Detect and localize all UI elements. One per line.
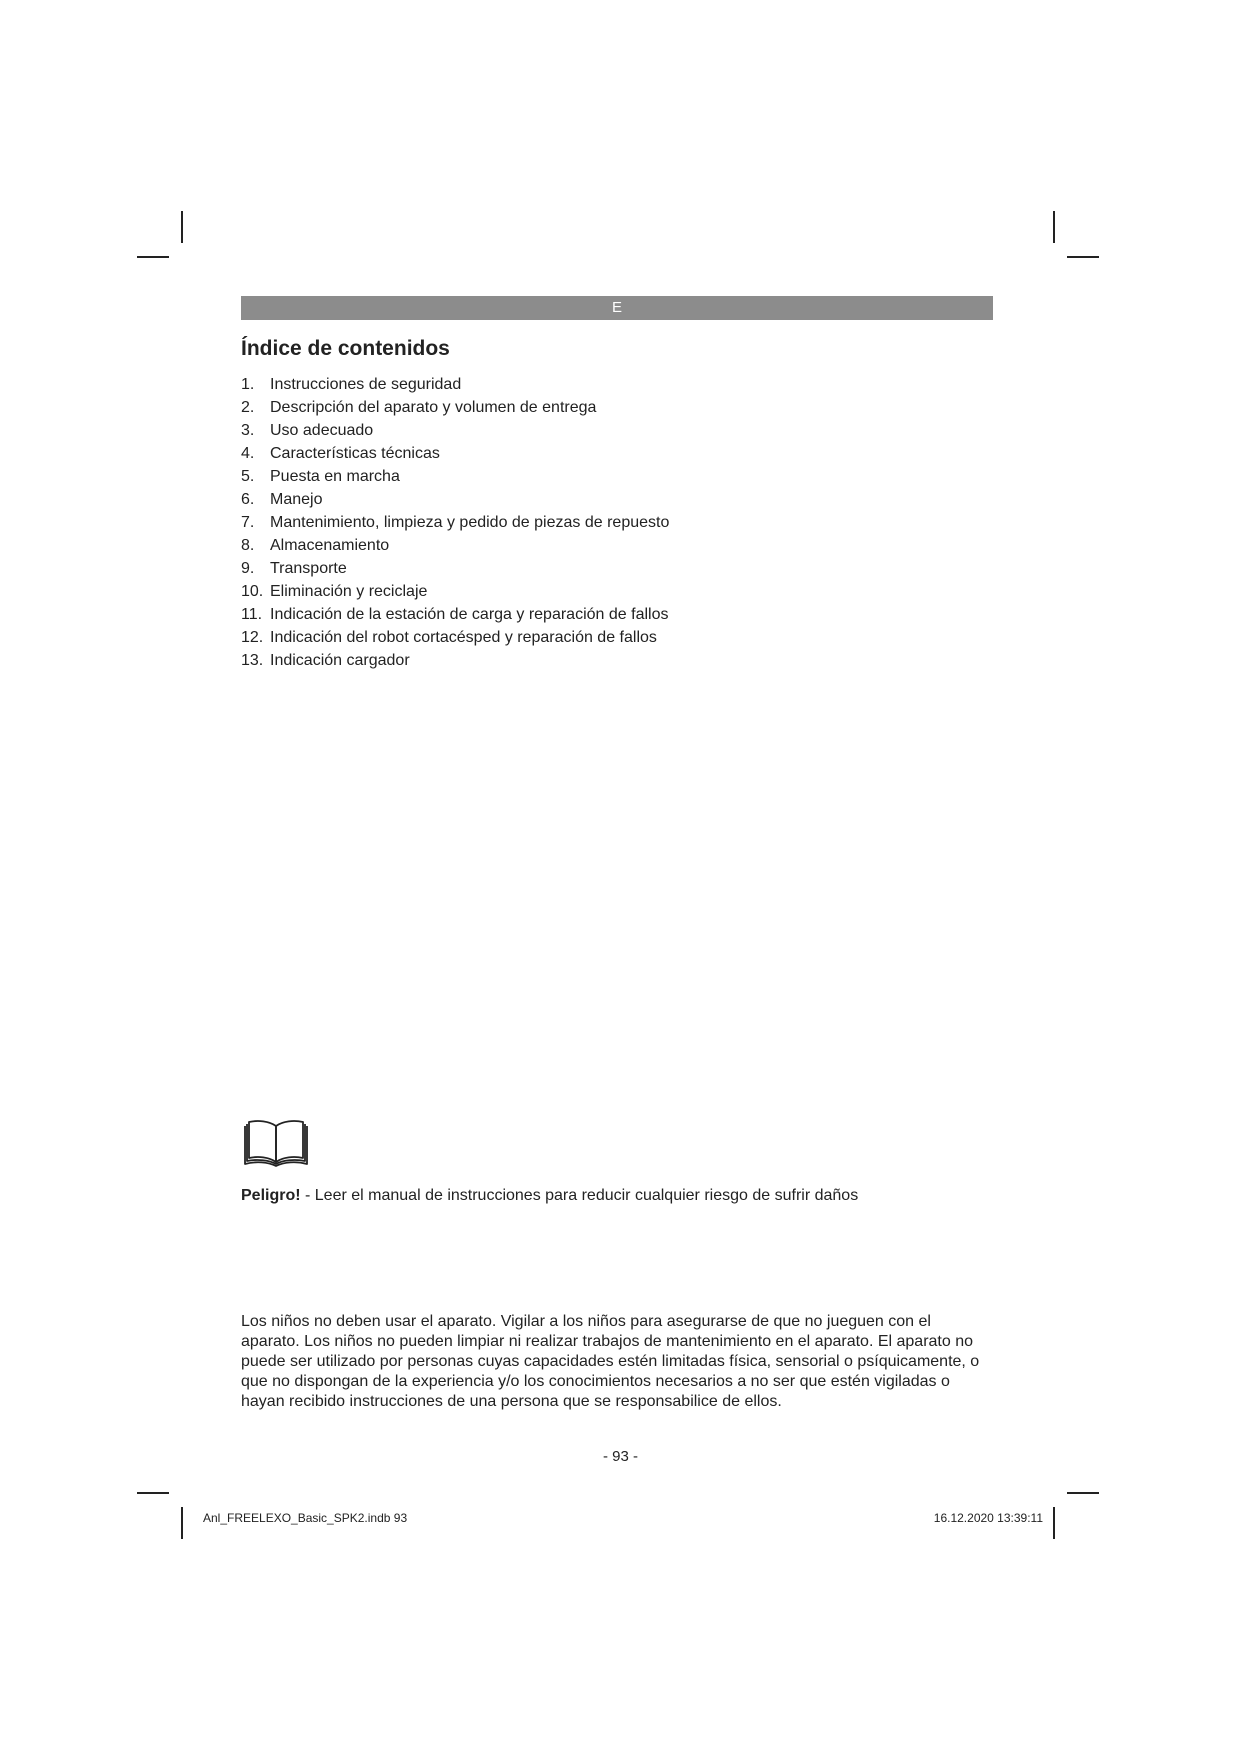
toc-item [241,626,669,649]
toc-item [241,511,669,534]
toc-item-label: Transporte [270,560,347,577]
toc-item-label: Indicación de la estación de carga y reparación de fallos [270,606,669,623]
toc-item-number: 2. [241,399,255,416]
toc-item-number: 4. [241,445,255,462]
crop-mark-top-right-horizontal [1067,256,1099,258]
toc-item-number: 8. [241,537,255,554]
toc-item [241,534,669,557]
danger-text: - Leer el manual de instrucciones para reducir cualquier riesgo de sufrir daños [300,1187,859,1204]
toc-item-label: Manejo [270,491,323,508]
footer-file-info: Anl_FREELEXO_Basic_SPK2.indb 93 [203,1511,408,1525]
crop-mark-top-left-horizontal [137,256,169,258]
children-safety-paragraph: Los niños no deben usar el aparato. Vigilar a los niños para asegurarse de que no jueguen con el aparato. Los niños no pueden limpiar ni realizar trabajos de mantenimiento en el aparato. El aparato no puede ser utilizado por personas cuyas capacidades estén limitadas física, sensorial o psíquicamente, o que no dispongan de la experiencia y/o los conocimientos necesarios a no ser que estén vigiladas o hayan recibido instrucciones de una persona que se responsabilice de ellos. [241,1313,980,1410]
toc-item-label: Eliminación y reciclaje [270,583,428,600]
toc-item [241,419,669,442]
crop-mark-bottom-left-vertical [181,1507,183,1539]
toc-item-number: 12. [241,629,264,646]
toc-item [241,442,669,465]
toc-item [241,373,669,396]
toc-item-number: 11. [241,606,263,623]
toc-item-number: 1. [241,376,255,393]
open-book-icon [241,1116,311,1168]
crop-mark-top-left-vertical [181,211,183,243]
toc-item-label: Puesta en marcha [270,468,400,485]
toc-item [241,649,669,672]
toc-item [241,465,669,488]
toc-item [241,580,669,603]
toc-item-label: Características técnicas [270,445,440,462]
language-bar: E [241,296,993,320]
toc-item-number: 13. [241,652,264,669]
danger-notice [241,1185,858,1207]
footer-timestamp: 16.12.2020 13:39:11 [933,1511,1043,1525]
toc-item [241,603,669,626]
toc-item [241,396,669,419]
toc-item-label: Mantenimiento, limpieza y pedido de piezas de repuesto [270,514,670,531]
toc-item-label: Uso adecuado [270,422,374,439]
toc-item-number: 7. [241,514,255,531]
crop-mark-bottom-right-horizontal [1067,1492,1099,1494]
toc-item-label: Almacenamiento [270,537,390,554]
table-of-contents [241,373,669,672]
toc-item-label: Indicación del robot cortacésped y reparación de fallos [270,629,657,646]
crop-mark-top-right-vertical [1053,211,1055,243]
toc-item-label: Descripción del aparato y volumen de entrega [270,399,597,416]
danger-label: Peligro! [241,1187,301,1204]
toc-item [241,557,669,580]
crop-mark-bottom-right-vertical [1053,1507,1055,1539]
toc-item-number: 3. [241,422,255,439]
page-number: - 93 - [602,1448,638,1465]
toc-item-number: 6. [241,491,255,508]
toc-title: Índice de contenidos [241,337,450,360]
toc-item [241,488,669,511]
toc-item-number: 9. [241,560,255,577]
crop-mark-bottom-left-horizontal [137,1492,169,1494]
toc-item-label: Instrucciones de seguridad [270,376,462,393]
toc-item-number: 10. [241,583,264,600]
toc-item-number: 5. [241,468,255,485]
toc-item-label: Indicación cargador [270,652,410,669]
